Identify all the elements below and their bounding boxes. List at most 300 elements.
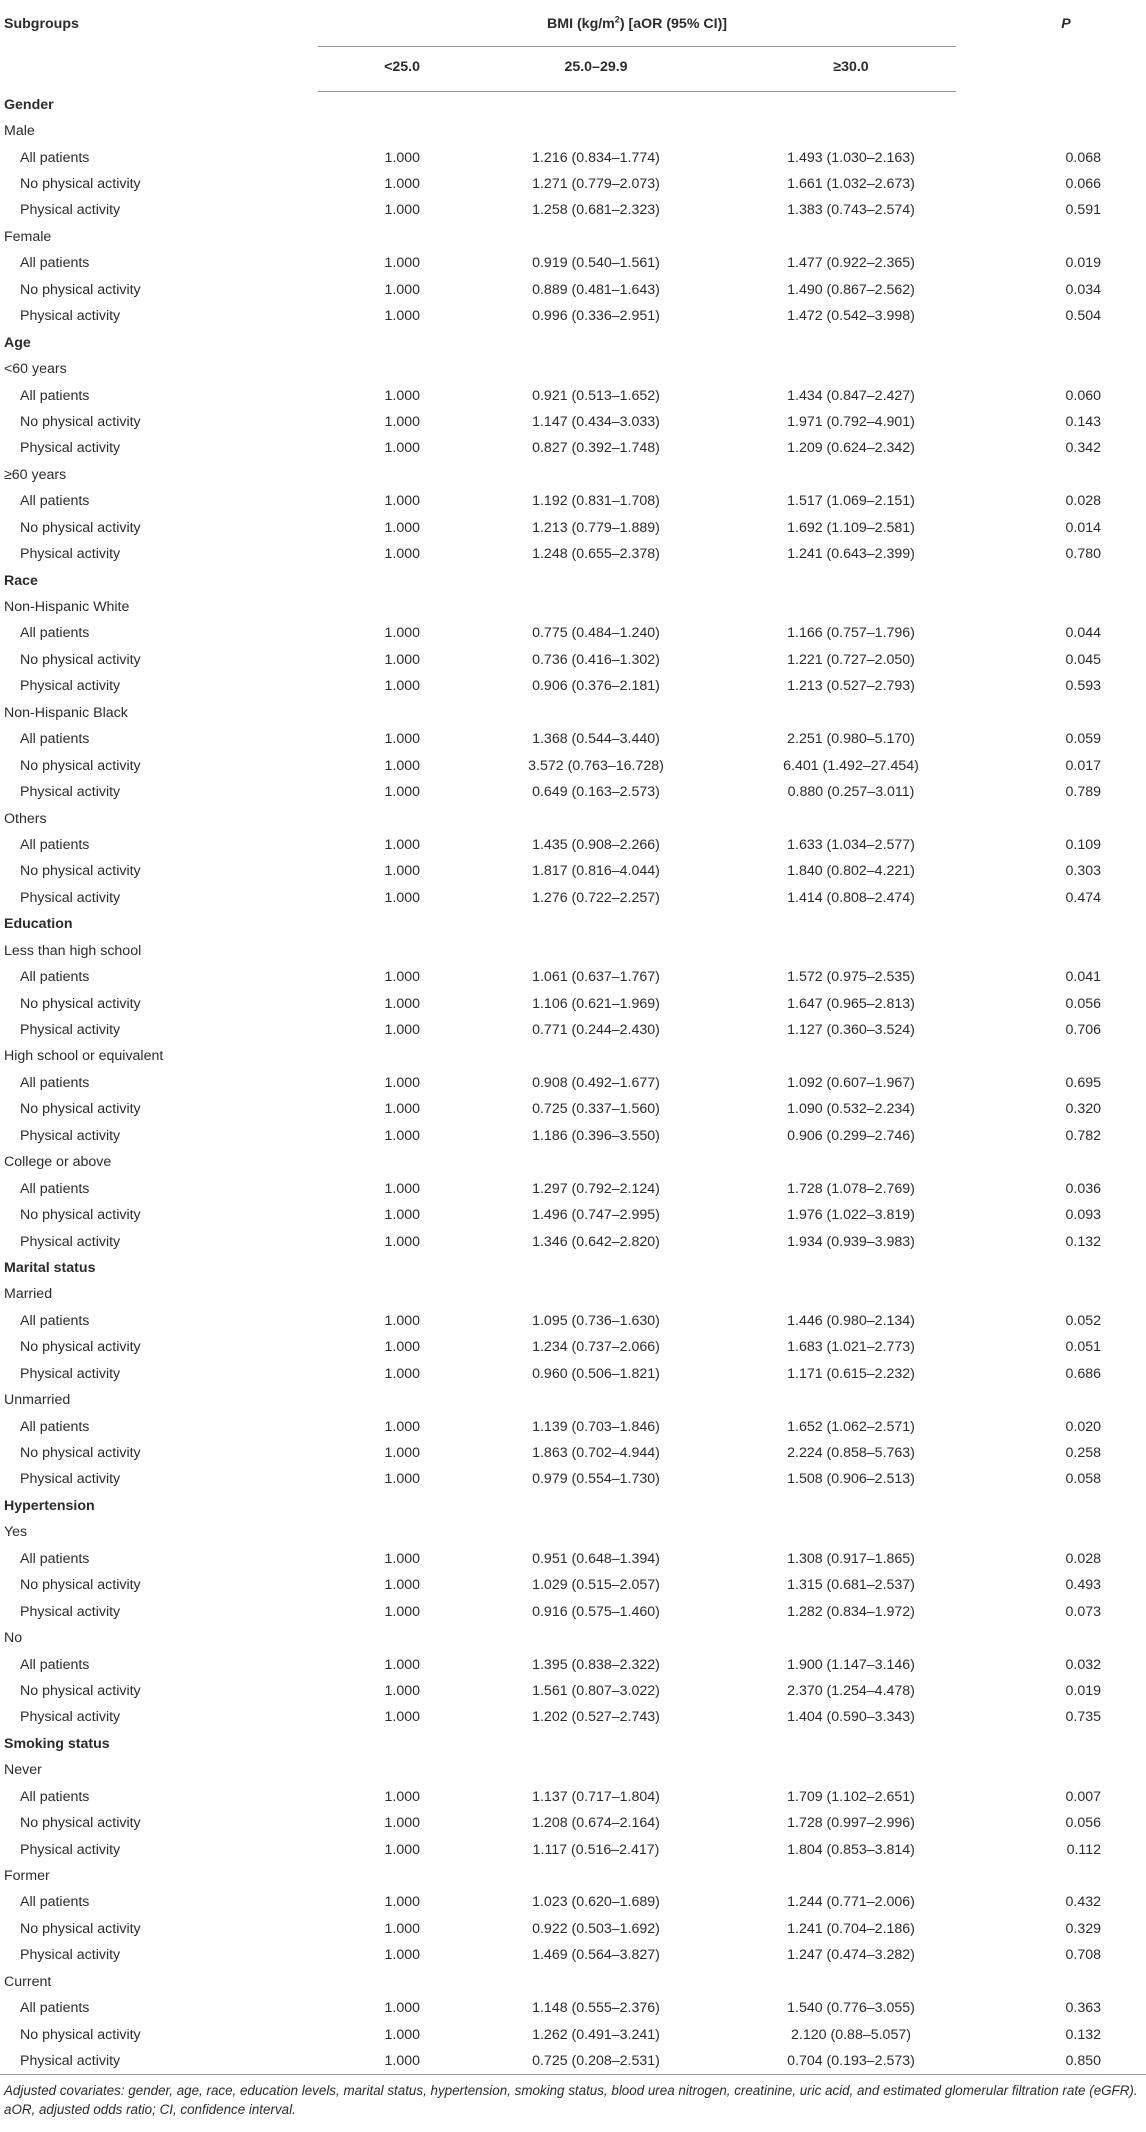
aor-30plus: 0.906 (0.299–2.746) [787,1127,915,1144]
ref-value: 1.000 [384,625,420,642]
aor-30plus: 1.971 (0.792–4.901) [787,413,915,430]
table-row [0,197,1146,223]
p-value: 0.780 [1065,546,1102,563]
table-row [0,541,1146,567]
aor-30plus: 1.446 (0.980–2.134) [787,1312,915,1329]
p-value: 0.593 [1065,678,1102,695]
section-label: Education [4,916,73,933]
aor-30plus: 0.704 (0.193–2.573) [746,2048,956,2075]
table-row [0,250,1146,276]
aor-25-29: 1.346 (0.642–2.820) [532,1233,660,1250]
subgroup-row [0,594,1146,620]
ref-value: 1.000 [384,1418,420,1435]
p-value: 0.686 [1065,1365,1102,1382]
row-label: All patients [20,836,90,853]
aor-25-29: 0.922 (0.503–1.692) [532,1920,660,1937]
subgroup-label: High school or equivalent [4,1048,164,1065]
subgroup-label: Yes [4,1524,28,1541]
aor-25-29: 0.771 (0.244–2.430) [532,1022,660,1039]
p-value: 0.073 [1065,1603,1102,1620]
row-label: All patients [20,1894,90,1911]
aor-30plus: 1.414 (0.808–2.474) [787,889,915,906]
aor-30plus: 1.221 (0.727–2.050) [787,651,915,668]
subgroup-row [0,1043,1146,1069]
table-row [0,1308,1146,1334]
table-row [0,1070,1146,1096]
bmi-header-suffix: ) [aOR (95% CI)] [619,16,728,32]
table-row [0,752,1146,778]
subgroup-row [0,356,1146,382]
row-label: Physical activity [20,1233,121,1250]
aor-25-29: 0.649 (0.163–2.573) [532,784,660,801]
subgroup-label: College or above [4,1154,112,1171]
aor-30plus: 2.120 (0.88–5.057) [791,2026,911,2043]
p-value: 0.363 [1065,2000,1102,2017]
subgroup-label: Never [4,1762,42,1779]
p-value: 0.132 [1065,1233,1102,1250]
aor-30plus: 1.383 (0.743–2.574) [787,202,915,219]
subgroup-label: Non-Hispanic Black [4,704,128,721]
p-value: 0.109 [1065,836,1102,853]
p-value: 0.060 [1065,387,1102,404]
ref-value: 1.000 [384,1603,420,1620]
aor-25-29: 3.572 (0.763–16.728) [528,757,664,774]
ref-value: 1.000 [384,1207,420,1224]
aor-25-29: 1.863 (0.702–4.944) [532,1445,660,1462]
aor-30plus: 1.092 (0.607–1.967) [787,1074,915,1091]
aor-25-29: 1.276 (0.722–2.257) [532,889,660,906]
row-label: No physical activity [20,1920,141,1937]
aor-30plus: 1.490 (0.867–2.562) [787,281,915,298]
row-label: No physical activity [20,1339,141,1356]
ref-value: 1.000 [384,1577,420,1594]
ref-value: 1.000 [384,1550,420,1567]
table-row [0,1413,1146,1439]
row-label: Physical activity [20,1603,121,1620]
p-value: 0.695 [1065,1074,1102,1091]
p-value: 0.034 [1065,281,1102,298]
row-label: No physical activity [20,651,141,668]
aor-25-29: 1.469 (0.564–3.827) [532,1947,660,1964]
table-row [0,1546,1146,1572]
p-value: 0.493 [1065,1577,1102,1594]
section-row [0,1731,1146,1757]
aor-25-29: 1.117 (0.516–2.417) [532,1841,660,1858]
ref-value: 1.000 [384,1471,420,1488]
ref-value: 1.000 [384,1339,420,1356]
p-value: 0.735 [1065,1709,1102,1726]
ref-value: 1.000 [384,519,420,536]
ref-value: 1.000 [384,281,420,298]
row-label: Physical activity [0,2048,318,2075]
p-value: 0.143 [1065,413,1102,430]
p-value: 0.504 [1065,308,1102,325]
aor-25-29: 1.234 (0.737–2.066) [532,1339,660,1356]
p-value: 0.041 [1065,969,1102,986]
aor-30plus: 2.224 (0.858–5.763) [787,1445,915,1462]
ref-value: 1.000 [384,1445,420,1462]
subgroup-label: Non-Hispanic White [4,599,130,616]
row-label: All patients [20,1788,90,1805]
row-label: Physical activity [20,1947,121,1964]
aor-30plus: 1.493 (1.030–2.163) [787,149,915,166]
ref-value: 1.000 [384,1841,420,1858]
aor-25-29: 1.202 (0.527–2.743) [532,1709,660,1726]
ref-value: 1.000 [384,995,420,1012]
aor-25-29: 1.395 (0.838–2.322) [532,1656,660,1673]
table-row [0,726,1146,752]
table-row [0,515,1146,541]
table-row [0,1916,1146,1942]
bmi-header-prefix: BMI (kg/m [547,16,615,32]
row-label: Physical activity [20,784,121,801]
subgroup-row [0,224,1146,250]
section-row [0,567,1146,593]
aor-25-29: 1.186 (0.396–3.550) [532,1127,660,1144]
ref-value: 1.000 [384,1788,420,1805]
subgroup-row [0,1863,1146,1889]
row-label: No physical activity [20,2026,141,2043]
row-label: No physical activity [20,1445,141,1462]
p-value: 0.059 [1065,731,1102,748]
row-label: All patients [20,1180,90,1197]
aor-30plus: 1.090 (0.532–2.234) [787,1101,915,1118]
table-row [0,1810,1146,1836]
aor-25-29: 1.137 (0.717–1.804) [532,1788,660,1805]
p-value: 0.036 [1065,1180,1102,1197]
aor-25-29: 1.029 (0.515–2.057) [532,1577,660,1594]
ref-value: 1.000 [384,546,420,563]
aor-30plus: 1.840 (0.802–4.221) [787,863,915,880]
p-value: 0.017 [1065,757,1102,774]
p-value: 0.007 [1065,1788,1102,1805]
p-value: 0.474 [1065,889,1102,906]
aor-25-29: 0.827 (0.392–1.748) [532,440,660,457]
subgroup-row [0,1149,1146,1175]
p-value: 0.028 [1065,1550,1102,1567]
aor-30plus: 1.709 (1.102–2.651) [787,1788,915,1805]
p-value: 0.051 [1065,1339,1102,1356]
aor-30plus: 1.213 (0.527–2.793) [787,678,915,695]
aor-25-29: 1.271 (0.779–2.073) [532,176,660,193]
subgroup-row [0,1387,1146,1413]
aor-25-29: 1.248 (0.655–2.378) [532,546,660,563]
ref-value: 1.000 [384,757,420,774]
p-value: 0.020 [1065,1418,1102,1435]
ref-value: 1.000 [384,784,420,801]
section-row [0,1255,1146,1281]
table-row [0,409,1146,435]
row-label: No physical activity [20,1101,141,1118]
subgroup-label: Others [4,810,47,827]
aor-25-29: 1.817 (0.816–4.044) [532,863,660,880]
row-label: Physical activity [20,1127,121,1144]
table-row [0,990,1146,1016]
ref-value: 1.000 [384,651,420,668]
aor-25-29: 1.561 (0.807–3.022) [532,1682,660,1699]
row-label: No physical activity [20,281,141,298]
table-row [0,2048,1146,2075]
p-value: 0.093 [1065,1207,1102,1224]
aor-25-29: 0.979 (0.554–1.730) [532,1471,660,1488]
aor-30plus: 1.127 (0.360–3.524) [787,1022,915,1039]
aor-25-29: 1.023 (0.620–1.689) [532,1894,660,1911]
row-label: All patients [20,969,90,986]
aor-25-29: 0.921 (0.513–1.652) [532,387,660,404]
row-label: All patients [20,625,90,642]
aor-30plus: 2.370 (1.254–4.478) [787,1682,915,1699]
subgroup-row [0,700,1146,726]
section-row [0,1493,1146,1519]
table-row [0,964,1146,990]
subgroup-row [0,462,1146,488]
row-label: All patients [20,1312,90,1329]
p-value: 0.066 [1065,176,1102,193]
aor-30plus: 1.572 (0.975–2.535) [787,969,915,986]
table-body [0,91,1146,2075]
aor-25-29: 1.216 (0.834–1.774) [532,149,660,166]
p-value: 0.329 [1065,1920,1102,1937]
subgroup-label: <60 years [4,361,67,378]
p-value: 0.432 [1065,1894,1102,1911]
aor-30plus: 1.241 (0.704–2.186) [787,1920,915,1937]
bmi-col-25-29: 25.0–29.9 [446,47,746,91]
bmi-col-30plus: ≥30.0 [746,47,956,91]
bmi-header-sup: 2 [614,14,620,25]
ref-value: 1.000 [384,1022,420,1039]
row-label: All patients [20,1074,90,1091]
aor-25-29: 0.889 (0.481–1.643) [532,281,660,298]
aor-30plus: 1.661 (1.032–2.673) [787,176,915,193]
aor-25-29: 1.297 (0.792–2.124) [532,1180,660,1197]
ref-value: 1.000 [384,440,420,457]
table-row [0,832,1146,858]
p-value: 0.320 [1065,1101,1102,1118]
section-label: Race [4,572,38,589]
row-label: No physical activity [20,1207,141,1224]
table-row [0,858,1146,884]
table-row [0,1836,1146,1862]
aor-30plus: 2.251 (0.980–5.170) [787,731,915,748]
aor-25-29: 1.139 (0.703–1.846) [532,1418,660,1435]
table-row [0,1942,1146,1968]
ref-value: 1.000 [384,149,420,166]
ref-value: 1.000 [384,387,420,404]
ref-value: 1.000 [384,969,420,986]
aor-25-29: 0.736 (0.416–1.302) [532,651,660,668]
row-label: No physical activity [20,519,141,536]
table-row [0,1704,1146,1730]
p-value: 0.258 [1065,1445,1102,1462]
aor-25-29: 1.208 (0.674–2.164) [532,1815,660,1832]
p-value: 0.342 [1065,440,1102,457]
row-label: All patients [20,2000,90,2017]
aor-25-29: 0.906 (0.376–2.181) [532,678,660,695]
ref-value: 1.000 [384,493,420,510]
table-row [0,2021,1146,2047]
table-row [0,382,1146,408]
row-label: No physical activity [20,1682,141,1699]
section-label: Hypertension [4,1497,95,1514]
aor-25-29: 1.213 (0.779–1.889) [532,519,660,536]
p-value: 0.028 [1065,493,1102,510]
aor-30plus: 1.477 (0.922–2.365) [787,255,915,272]
p-value: 0.068 [1065,149,1102,166]
aor-30plus: 1.171 (0.615–2.232) [787,1365,915,1382]
row-label: All patients [20,731,90,748]
subgroup-row [0,1519,1146,1545]
ref-value: 1.000 [384,1815,420,1832]
subgroup-label: No [4,1630,23,1647]
p-value: 0.056 [1065,995,1102,1012]
row-label: Physical activity [20,202,121,219]
subgroup-row [0,938,1146,964]
aor-30plus: 1.683 (1.021–2.773) [787,1339,915,1356]
p-value: 0.019 [1065,255,1102,272]
table-row [0,1175,1146,1201]
row-label: Physical activity [20,546,121,563]
aor-30plus: 1.315 (0.681–2.537) [787,1577,915,1594]
table-row [0,277,1146,303]
p-value: 0.782 [1065,1127,1102,1144]
table-row [0,1440,1146,1466]
table-row [0,1889,1146,1915]
row-label: No physical activity [20,995,141,1012]
aor-30plus: 1.508 (0.906–2.513) [787,1471,915,1488]
table-row [0,1228,1146,1254]
aor-25-29: 0.960 (0.506–1.821) [532,1365,660,1382]
table-row [0,1678,1146,1704]
ref-value: 1.000 [384,1233,420,1250]
ref-value: 1.000 [384,863,420,880]
section-row [0,911,1146,937]
ref-value: 1.000 [384,202,420,219]
table-row [0,1995,1146,2021]
aor-30plus: 1.282 (0.834–1.972) [787,1603,915,1620]
table-row [0,1017,1146,1043]
aor-25-29: 0.725 (0.208–2.531) [446,2048,746,2075]
ref-value: 1.000 [318,2048,446,2075]
ref-value: 1.000 [384,1709,420,1726]
p-value: 0.032 [1065,1656,1102,1673]
aor-30plus: 1.472 (0.542–3.998) [787,308,915,325]
subgroup-label: Less than high school [4,942,142,959]
ref-value: 1.000 [384,731,420,748]
aor-30plus: 1.209 (0.624–2.342) [787,440,915,457]
ref-value: 1.000 [384,889,420,906]
row-label: Physical activity [20,1709,121,1726]
row-label: All patients [20,255,90,272]
subgroup-row [0,1281,1146,1307]
p-value: 0.014 [1065,519,1102,536]
row-label: All patients [20,493,90,510]
row-label: No physical activity [20,863,141,880]
aor-25-29: 0.908 (0.492–1.677) [532,1074,660,1091]
row-label: No physical activity [20,1577,141,1594]
ref-value: 1.000 [384,2000,420,2017]
p-value: 0.132 [1065,2026,1102,2043]
ref-value: 1.000 [384,1894,420,1911]
subgroup-label: Female [4,228,52,245]
table-row [0,647,1146,673]
subgroup-label: Married [4,1286,53,1303]
section-label: Gender [4,96,54,113]
section-row [0,91,1146,118]
aor-25-29: 1.496 (0.747–2.995) [532,1207,660,1224]
subgroups-header: Subgroups [4,16,79,32]
ref-value: 1.000 [384,2026,420,2043]
ref-value: 1.000 [384,1920,420,1937]
table-row [0,1466,1146,1492]
aor-30plus: 1.247 (0.474–3.282) [787,1947,915,1964]
table-row [0,1334,1146,1360]
bmi-header [318,0,956,47]
subgroup-row [0,1969,1146,1995]
p-value: 0.058 [1065,1471,1102,1488]
aor-25-29: 1.258 (0.681–2.323) [532,202,660,219]
aor-30plus: 1.434 (0.847–2.427) [787,387,915,404]
table-row [0,435,1146,461]
ref-value: 1.000 [384,1947,420,1964]
aor-30plus: 1.692 (1.109–2.581) [787,519,915,536]
row-label: No physical activity [20,1815,141,1832]
table-row [0,144,1146,170]
ref-value: 1.000 [384,678,420,695]
table-row [0,1202,1146,1228]
table-row [0,1784,1146,1810]
subgroup-row [0,805,1146,831]
p-value: 0.303 [1065,863,1102,880]
row-label: Physical activity [20,1471,121,1488]
p-value: 0.850 [956,2048,1146,2075]
aor-30plus: 1.976 (1.022–3.819) [787,1207,915,1224]
aor-25-29: 0.919 (0.540–1.561) [532,255,660,272]
ref-value: 1.000 [384,413,420,430]
section-label: Marital status [4,1259,96,1276]
table-row [0,1361,1146,1387]
section-label: Age [4,334,31,351]
aor-25-29: 0.775 (0.484–1.240) [532,625,660,642]
aor-30plus: 1.308 (0.917–1.865) [787,1550,915,1567]
aor-30plus: 6.401 (1.492–27.454) [783,757,919,774]
aor-30plus: 1.540 (0.776–3.055) [787,2000,915,2017]
ref-value: 1.000 [384,308,420,325]
subgroup-row [0,118,1146,144]
table-row [0,1096,1146,1122]
table-header [0,0,1146,91]
aor-30plus: 1.633 (1.034–2.577) [787,836,915,853]
aor-25-29: 0.951 (0.648–1.394) [532,1550,660,1567]
p-value: 0.056 [1065,1815,1102,1832]
aor-30plus: 1.728 (0.997–2.996) [787,1815,915,1832]
aor-25-29: 1.368 (0.544–3.440) [532,731,660,748]
table-row [0,620,1146,646]
row-label: No physical activity [20,413,141,430]
ref-value: 1.000 [384,1656,420,1673]
row-label: Physical activity [20,889,121,906]
subgroup-label: Current [4,1973,52,1990]
p-value: 0.789 [1065,784,1102,801]
row-label: All patients [20,149,90,166]
aor-30plus: 1.804 (0.853–3.814) [787,1841,915,1858]
aor-25-29: 0.725 (0.337–1.560) [532,1101,660,1118]
aor-30plus: 1.166 (0.757–1.796) [787,625,915,642]
table-row [0,779,1146,805]
subgroup-label: Former [4,1868,50,1885]
row-label: All patients [20,1418,90,1435]
row-label: All patients [20,387,90,404]
ref-value: 1.000 [384,1101,420,1118]
